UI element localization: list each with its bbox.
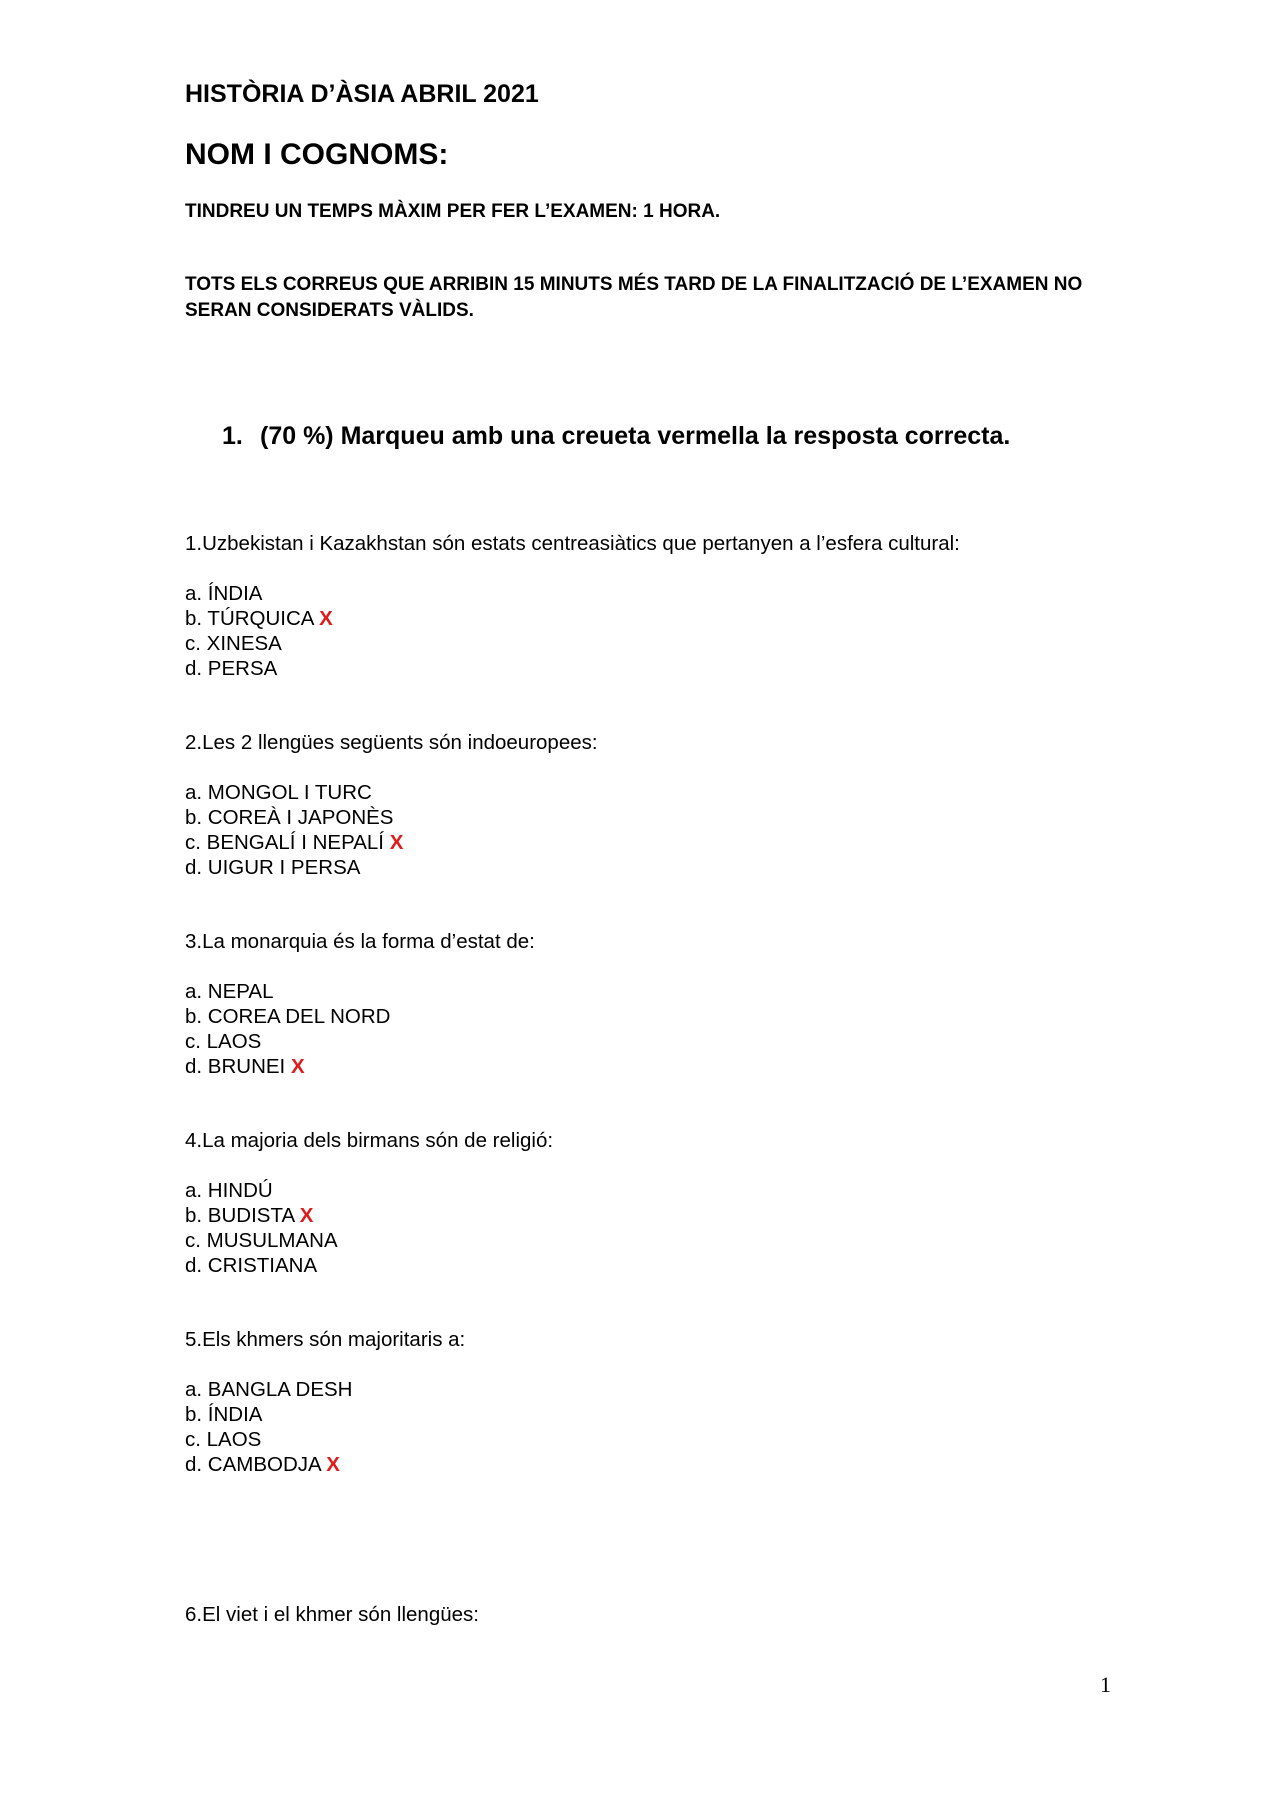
section-number: 1. — [222, 422, 243, 450]
options-list — [185, 780, 598, 880]
option-d: d. PERSA — [185, 657, 278, 680]
option-a: a. BANGLA DESH — [185, 1378, 353, 1401]
option-a: a. NEPAL — [185, 980, 274, 1003]
question-text: 2.Les 2 llengües següents són indoeuropees: — [185, 731, 598, 754]
correct-mark: X — [319, 607, 333, 630]
question-text: 1.Uzbekistan i Kazakhstan són estats centreasiàtics que pertanyen a l’esfera cultural: — [185, 532, 960, 555]
option-b: b. BUDISTA X — [185, 1204, 314, 1227]
option-c: c. BENGALÍ I NEPALÍ X — [185, 831, 404, 854]
option-d: d. BRUNEI X — [185, 1055, 305, 1078]
section-heading — [222, 422, 1010, 451]
correct-mark: X — [290, 1055, 305, 1078]
option-a: a. ÍNDIA — [185, 582, 263, 605]
question-text: 4.La majoria dels birmans són de religió: — [185, 1129, 554, 1152]
question-text: 3.La monarquia és la forma d’estat de: — [185, 930, 535, 953]
page-number: 1 — [1100, 1672, 1111, 1697]
question-1 — [185, 531, 960, 681]
question-2 — [185, 730, 598, 880]
option-b: b. ÍNDIA — [185, 1403, 263, 1426]
option-c: c. LAOS — [185, 1428, 262, 1451]
option-b: b. COREÀ I JAPONÈS — [185, 806, 394, 829]
option-d: d. CRISTIANA — [185, 1254, 318, 1277]
correct-mark: X — [326, 1453, 340, 1476]
option-a: a. MONGOL I TURC — [185, 781, 372, 804]
question-text: 5.Els khmers són majoritaris a: — [185, 1328, 466, 1351]
correct-mark: X — [299, 1204, 314, 1227]
question-6 — [185, 1602, 479, 1652]
time-notice: TINDREU UN TEMPS MÀXIM PER FER L’EXAMEN: 1 HORA. — [185, 201, 721, 222]
option-d: d. UIGUR I PERSA — [185, 856, 361, 879]
question-4 — [185, 1128, 553, 1278]
option-c: c. MUSULMANA — [185, 1229, 338, 1252]
option-c: c. XINESA — [185, 632, 282, 655]
options-list — [185, 1377, 465, 1477]
correct-mark: X — [389, 831, 404, 854]
option-c: c. LAOS — [185, 1030, 262, 1053]
option-b: b. COREA DEL NORD — [185, 1005, 391, 1028]
question-3 — [185, 929, 535, 1079]
option-b: b. TÚRQUICA X — [185, 607, 333, 630]
options-list — [185, 979, 535, 1079]
section-title: (70 %) Marqueu amb una creueta vermella la resposta correcta. — [260, 422, 1011, 450]
question-5 — [185, 1327, 465, 1477]
option-a: a. HINDÚ — [185, 1179, 273, 1202]
options-list — [185, 581, 960, 681]
email-notice: TOTS ELS CORREUS QUE ARRIBIN 15 MINUTS MÉS TARD DE LA FINALITZACIÓ DE L’EXAMEN NO SERAN CONSIDERATS VÀLIDS. — [185, 274, 1083, 321]
option-d: d. CAMBODJA X — [185, 1453, 340, 1476]
question-text: 6.El viet i el khmer són llengües: — [185, 1603, 479, 1626]
course-title: HISTÒRIA D’ÀSIA ABRIL 2021 — [185, 80, 539, 108]
name-label: NOM I COGNOMS: — [185, 138, 449, 171]
options-list — [185, 1178, 553, 1278]
